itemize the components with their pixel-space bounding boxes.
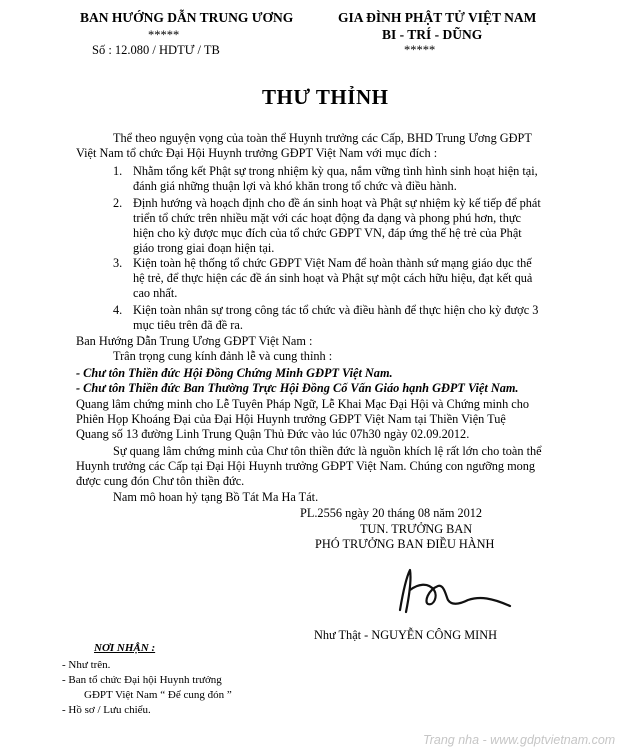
committee-line: Ban Hướng Dẫn Trung Ương GĐPT Việt Nam : [76, 334, 313, 348]
objective-number: 4. [113, 303, 123, 317]
signatory-name: Như Thật - NGUYỄN CÔNG MINH [314, 628, 498, 642]
objective-line: giáo trong giai đoạn hiện tại. [133, 241, 275, 255]
objective-line: Nhằm tổng kết Phật sự trong nhiệm kỳ qua, nắm vững tình hình sinh hoạt hiện tại, [133, 164, 538, 178]
objective-line: cao nhất. [133, 286, 178, 300]
ceremony-line: Quang lâm chứng minh cho Lễ Tuyên Pháp Ngữ, Lễ Khai Mạc Đại Hội và Chứng minh cho [76, 397, 530, 411]
handwritten-signature [388, 560, 518, 620]
objective-line: hệ trẻ, để thực hiện các đề án sinh hoạt và Phật sự một cách hữu hiệu, đạt kết quả [133, 271, 533, 285]
recipient-item: - Như trên. [62, 659, 111, 671]
objective-number: 2. [113, 196, 123, 210]
closing-line: được cung đón Chư tôn thiền đức. [76, 474, 245, 488]
objective-number: 1. [113, 164, 123, 178]
site-watermark: Trang nha - www.gdptvietnam.com [423, 733, 616, 747]
objective-line: triển tổ chức trên nhiều mặt với các hoạt động đa dạng và phong phú hơn, thực [133, 211, 521, 225]
issuing-org: BAN HƯỚNG DẪN TRUNG ƯƠNG [80, 10, 294, 25]
objective-line: hiện cho kỳ được mục đích của tổ chức GĐPT VN, đáp ứng thế hệ trẻ của Phật [133, 226, 522, 240]
reference-number: Số : 12.080 / HDTƯ / TB [92, 43, 220, 57]
objective-number: 3. [113, 256, 123, 270]
signature-position: PHÓ TRƯỞNG BAN ĐIỀU HÀNH [315, 537, 495, 551]
organization-name: GIA ĐÌNH PHẬT TỬ VIỆT NAM [338, 10, 537, 25]
respect-line: Trân trọng cung kính đảnh lễ và cung thỉnh : [113, 349, 333, 363]
closing-line: Sự quang lâm chứng minh của Chư tôn thiền đức là nguồn khích lệ rất lớn cho toàn thể [113, 444, 542, 458]
objective-line: Kiện toàn nhân sự trong công tác tổ chức và điều hành để thực hiện cho kỳ được 3 [133, 303, 539, 317]
recipient-item: GĐPT Việt Nam “ Để cung đón ” [84, 689, 232, 701]
recipient-item: - Ban tổ chức Đại hội Huynh trưởng [62, 674, 222, 686]
intro-line: Việt Nam tổ chức Đại Hội Huynh trưởng GĐPT Việt Nam với mục đích : [76, 146, 438, 160]
recipient-item: - Hồ sơ / Lưu chiểu. [62, 704, 151, 716]
invitee-line: - Chư tôn Thiền đức Ban Thường Trực Hội Đồng Cố Vấn Giáo hạnh GĐPT Việt Nam. [76, 381, 519, 395]
ceremony-line: Phiên Họp Khoáng Đại của Đại Hội Huynh trưởng GĐPT Việt Nam tại Thiền Viện Tuệ [76, 412, 506, 426]
signature-date: PL.2556 ngày 20 tháng 08 năm 2012 [300, 506, 483, 520]
objective-line: Định hướng và hoạch định cho đề án sinh hoạt và Phật sự nhiệm kỳ kế tiếp để phát [133, 196, 541, 210]
organization-motto: BI - TRÍ - DŨNG [382, 27, 483, 42]
ceremony-line: Quang số 13 đường Linh Trung Quận Thủ Đức vào lúc 07h30 ngày 02.09.2012. [76, 427, 470, 441]
signature-on-behalf: TUN. TRƯỞNG BAN [360, 522, 473, 536]
recipients-label: NƠI NHẬN : [94, 642, 156, 654]
objective-line: đánh giá những thuận lợi và khó khăn trong tổ chức và điều hành. [133, 179, 457, 193]
header-stars-right: ***** [404, 43, 436, 57]
salutation: Nam mô hoan hỷ tạng Bồ Tát Ma Ha Tát. [113, 490, 319, 504]
intro-line: Thể theo nguyện vọng của toàn thể Huynh trưởng các Cấp, BHD Trung Ương GĐPT [113, 131, 532, 145]
closing-line: Huynh trưởng các Cấp tại Đại Hội Huynh trưởng GĐPT Việt Nam. Chúng con ngưỡng mong [76, 459, 536, 473]
header-stars-left: ***** [148, 28, 180, 42]
objective-line: Kiện toàn hệ thống tổ chức GĐPT Việt Nam để hoàn thành sứ mạng giáo dục thế [133, 256, 532, 270]
document-title: THƯ THỈNH [262, 85, 389, 109]
objective-line: mục tiêu trên đã đề ra. [133, 318, 243, 332]
invitee-line: - Chư tôn Thiền đức Hội Đồng Chứng Minh GĐPT Việt Nam. [76, 366, 393, 380]
